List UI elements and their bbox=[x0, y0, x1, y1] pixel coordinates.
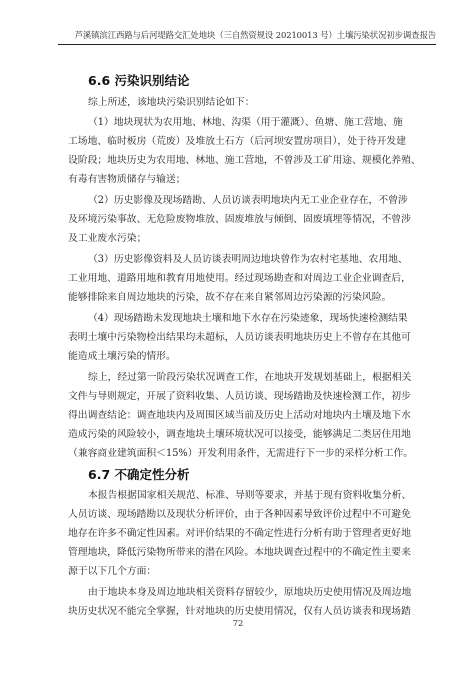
text-line: 能造成土壤污染的情形。 bbox=[68, 351, 176, 362]
text-line: 得出调查结论：调查地块内及周围区域当前及历史上活动对地块内土壤及地下水 bbox=[68, 410, 411, 421]
text-line: 及环境污染事故、无危险废物堆放、固废堆放与倾倒、固废填埋等情况，不曾涉 bbox=[68, 214, 411, 225]
text-line: 工场地、临时板房（荒废）及堆放土石方（后河坝安置房项目），处于待开发建 bbox=[68, 136, 406, 147]
text-line: 综上所述，该地块污染识别结论如下： bbox=[88, 97, 255, 108]
section-heading-6-7: 6.7 不确定性分析 bbox=[88, 467, 190, 482]
text-line: 管理地块，降低污染物所带来的潜在风险。本地块调查过程中的不确定性主要来 bbox=[68, 547, 411, 558]
section-heading-6-6: 6.6 污染识别结论 bbox=[88, 73, 190, 88]
page-number: 72 bbox=[232, 619, 244, 629]
text-line: 文件与导则规定，开展了资料收集、人员访谈、现场踏勘及快速检测工作，初步 bbox=[68, 391, 411, 402]
text-line: 及工业废水污染； bbox=[68, 233, 147, 244]
header-rule bbox=[58, 44, 436, 45]
text-line: （1）地块现状为农用地、林地、沟渠（用于灌溉）、鱼塘、施工营地、施 bbox=[88, 117, 403, 128]
text-line: （兼容商业建筑面积＜15%）开发利用条件，无需进行下一步的采样分析工作。 bbox=[68, 448, 414, 459]
text-line: （4）现场踏勘未发现地块土壤和地下水存在污染迹象，现场快速检测结果 bbox=[88, 313, 408, 324]
text-line: 有毒有害物质储存与输送； bbox=[68, 174, 186, 185]
text-line: 能够排除来自周边地块的污染，故不存在来自紧邻周边污染源的污染风险。 bbox=[68, 292, 392, 303]
text-line: 由于地块本身及周边地块相关资料存留较少，原地块历史使用情况及周边地 bbox=[88, 587, 412, 598]
text-line: 工业用地、道路用地和教育用地使用。经过现场勘查和对周边工业企业调查后， bbox=[68, 273, 411, 284]
text-line: （3）历史影像资料及人员访谈表明周边地块曾作为农村宅基地、农用地、 bbox=[88, 254, 408, 265]
text-line: 设阶段；地块历史为农用地、林地、施工营地，不曾涉及工矿用途、规模化养殖、 bbox=[68, 155, 421, 166]
text-line: 源于以下几个方面： bbox=[68, 566, 157, 577]
running-header: 芦溪镇滨江西路与后河堤路交汇处地块（三自然资规设 20210013 号）土壤污染状况初步调查报告 bbox=[74, 30, 436, 40]
text-line: 造成污染的风险较小，调查地块土壤环境状况可以接受，能够满足二类居住用地 bbox=[68, 429, 411, 440]
text-line: 本报告根据国家相关规范、标准、导则等要求，并基于现有资料收集分析、 bbox=[88, 490, 412, 501]
text-line: （2）历史影像及现场踏勘、人员访谈表明地块内无工业企业存在，不曾涉 bbox=[88, 195, 408, 206]
text-line: 块历史状况不能完全掌握，针对地块的历史使用情况，仅有人员访谈表和现场踏 bbox=[68, 606, 411, 617]
text-line: 综上，经过第一阶段污染状况调查工作，在地块开发规划基础上，根据相关 bbox=[88, 372, 412, 383]
text-line: 人员访谈、现场踏勘以及现状分析评价，由于各种因素导致评价过程中不可避免 bbox=[68, 509, 411, 520]
text-line: 表明土壤中污染物检出结果均未超标，人员访谈表明地块历史上不曾存在其他可 bbox=[68, 332, 411, 343]
text-line: 地存在许多不确定性因素。对评价结果的不确定性进行分析有助于管理者更好地 bbox=[68, 528, 411, 539]
